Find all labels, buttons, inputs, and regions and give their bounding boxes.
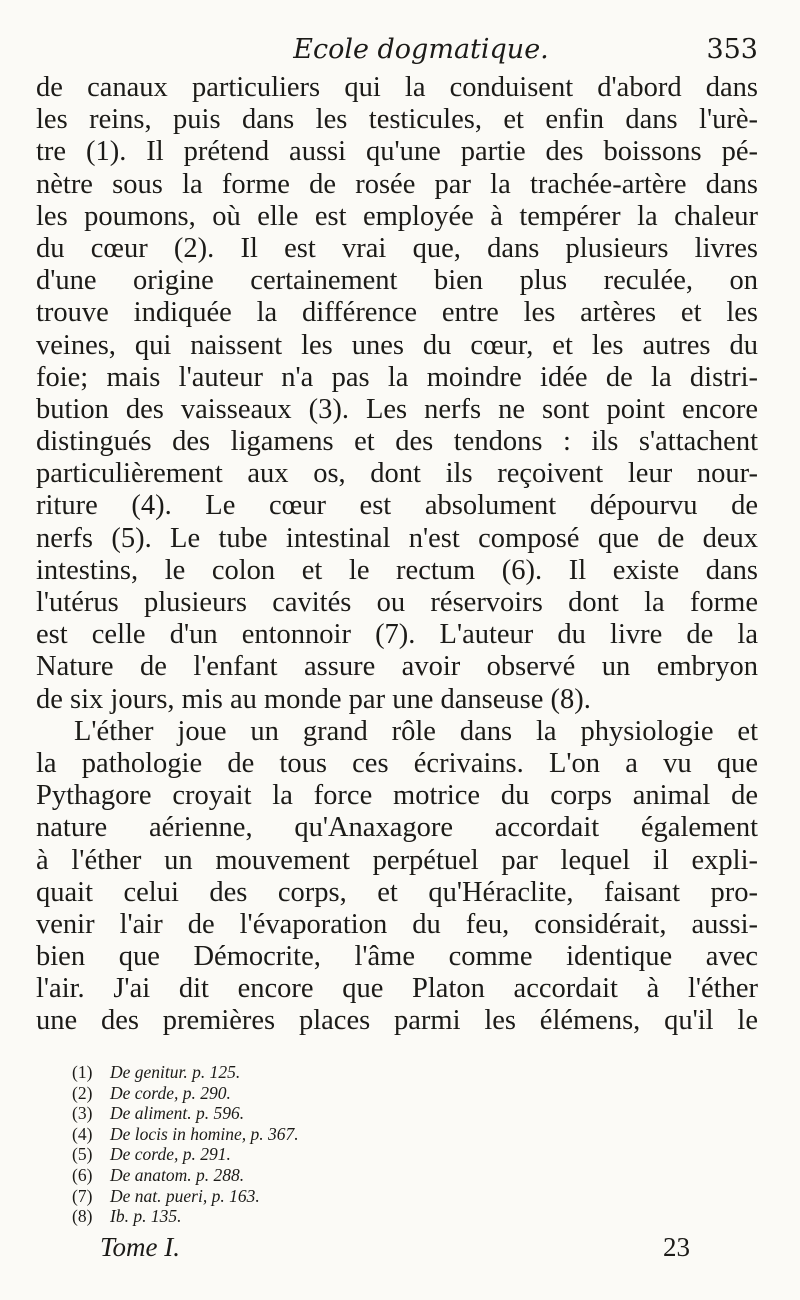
- footnote-marker: (4): [72, 1123, 93, 1144]
- footnote-marker: (7): [72, 1185, 93, 1206]
- text-line: veines, qui naissent les unes du cœur, et les autres du: [36, 329, 758, 361]
- text-line: intestins, le colon et le rectum (6). Il existe dans: [36, 554, 758, 586]
- text-line: nerfs (5). Le tube intestinal n'est composé que de deux: [36, 522, 758, 554]
- paragraph-1: [36, 72, 758, 716]
- footnote-text: De aliment. p. 596.: [110, 1103, 245, 1124]
- text-line: du cœur (2). Il est vrai que, dans plusieurs livres: [36, 232, 758, 264]
- footnote: [72, 1165, 472, 1186]
- footnote-text: Ib. p. 135.: [110, 1206, 182, 1227]
- body-text: [36, 72, 758, 1038]
- footnote: [72, 1206, 472, 1227]
- footnote-text: De anatom. p. 288.: [110, 1164, 245, 1185]
- footnote-marker: (3): [72, 1103, 93, 1124]
- footnote-marker: (6): [72, 1164, 93, 1185]
- footnote: [72, 1083, 472, 1104]
- footnotes: [72, 1062, 472, 1227]
- text-line: de canaux particuliers qui la conduisent d'abord dans: [36, 72, 758, 103]
- footnote-marker: (8): [72, 1206, 93, 1227]
- text-line: les poumons, où elle est employée à tempérer la chaleur: [36, 200, 758, 232]
- text-line: bien que Démocrite, l'âme comme identique avec: [36, 941, 758, 973]
- text-line: est celle d'un entonnoir (7). L'auteur du livre de la: [36, 619, 758, 651]
- footnote: [72, 1144, 472, 1165]
- volume-label: Tome I.: [100, 1232, 181, 1262]
- text-line: tre (1). Il prétend aussi qu'une partie des boissons pé-: [36, 136, 758, 168]
- text-line: L'éther joue un grand rôle dans la physiologie et: [74, 715, 758, 747]
- text-line: Pythagore croyait la force motrice du corps animal de: [36, 780, 758, 812]
- text-line: l'air. J'ai dit encore que Platon accordait à l'éther: [36, 973, 758, 1005]
- text-line: une des premières places parmi les élémens, qu'il le: [36, 1005, 758, 1037]
- signature-mark: 23: [663, 1232, 690, 1262]
- text-line: distingués des ligamens et des tendons : ils s'attachent: [36, 426, 758, 458]
- text-line: bution des vaisseaux (3). Les nerfs ne sont point encore: [36, 393, 758, 425]
- footnote-marker: (1): [72, 1062, 93, 1082]
- text-line: d'une origine certainement bien plus reculée, on: [36, 265, 758, 297]
- footnote: [72, 1186, 472, 1207]
- footnote: [72, 1103, 472, 1124]
- text-line: à l'éther un mouvement perpétuel par lequel il expli-: [36, 844, 758, 876]
- text-line: riture (4). Le cœur est absolument dépourvu de: [36, 490, 758, 522]
- footnote-text: De corde, p. 290.: [110, 1082, 231, 1103]
- text-line: quait celui des corps, et qu'Héraclite, faisant pro-: [36, 876, 758, 908]
- text-line: trouve indiquée la différence entre les artères et les: [36, 297, 758, 329]
- text-line: foie; mais l'auteur n'a pas la moindre idée de la distri-: [36, 361, 758, 393]
- footnote-text: De nat. pueri, p. 163.: [110, 1185, 260, 1206]
- paragraph-2: [36, 716, 758, 1038]
- footnote-text: De genitur. p. 125.: [110, 1062, 241, 1082]
- text-line: venir l'air de l'évaporation du feu, considérait, aussi-: [36, 908, 758, 940]
- text-line: la pathologie de tous ces écrivains. L'on a vu que: [36, 747, 758, 779]
- signature-line: [100, 1232, 690, 1264]
- text-line: nètre sous la forme de rosée par la trachée-artère dans: [36, 168, 758, 200]
- text-line: l'utérus plusieurs cavités ou réservoirs dont la forme: [36, 587, 758, 618]
- text-line: de six jours, mis au monde par une danseuse (8).: [36, 683, 591, 715]
- running-title: Ecole dogmatique.: [293, 34, 549, 65]
- footnote: [72, 1062, 472, 1083]
- footnote-text: De locis in homine, p. 367.: [110, 1123, 299, 1144]
- text-line: nature aérienne, qu'Anaxagore accordait également: [36, 812, 758, 844]
- text-line: les reins, puis dans les testicules, et enfin dans l'urè-: [36, 104, 758, 136]
- footnote-marker: (5): [72, 1144, 93, 1165]
- footnote-text: De corde, p. 291.: [110, 1144, 231, 1165]
- page-number: 353: [706, 34, 758, 65]
- running-head: [36, 30, 766, 70]
- text-line: Nature de l'enfant assure avoir observé un embryon: [36, 651, 758, 683]
- text-line: particulièrement aux os, dont ils reçoivent leur nour-: [36, 458, 758, 490]
- footnote-marker: (2): [72, 1082, 93, 1103]
- footnote: [72, 1124, 472, 1145]
